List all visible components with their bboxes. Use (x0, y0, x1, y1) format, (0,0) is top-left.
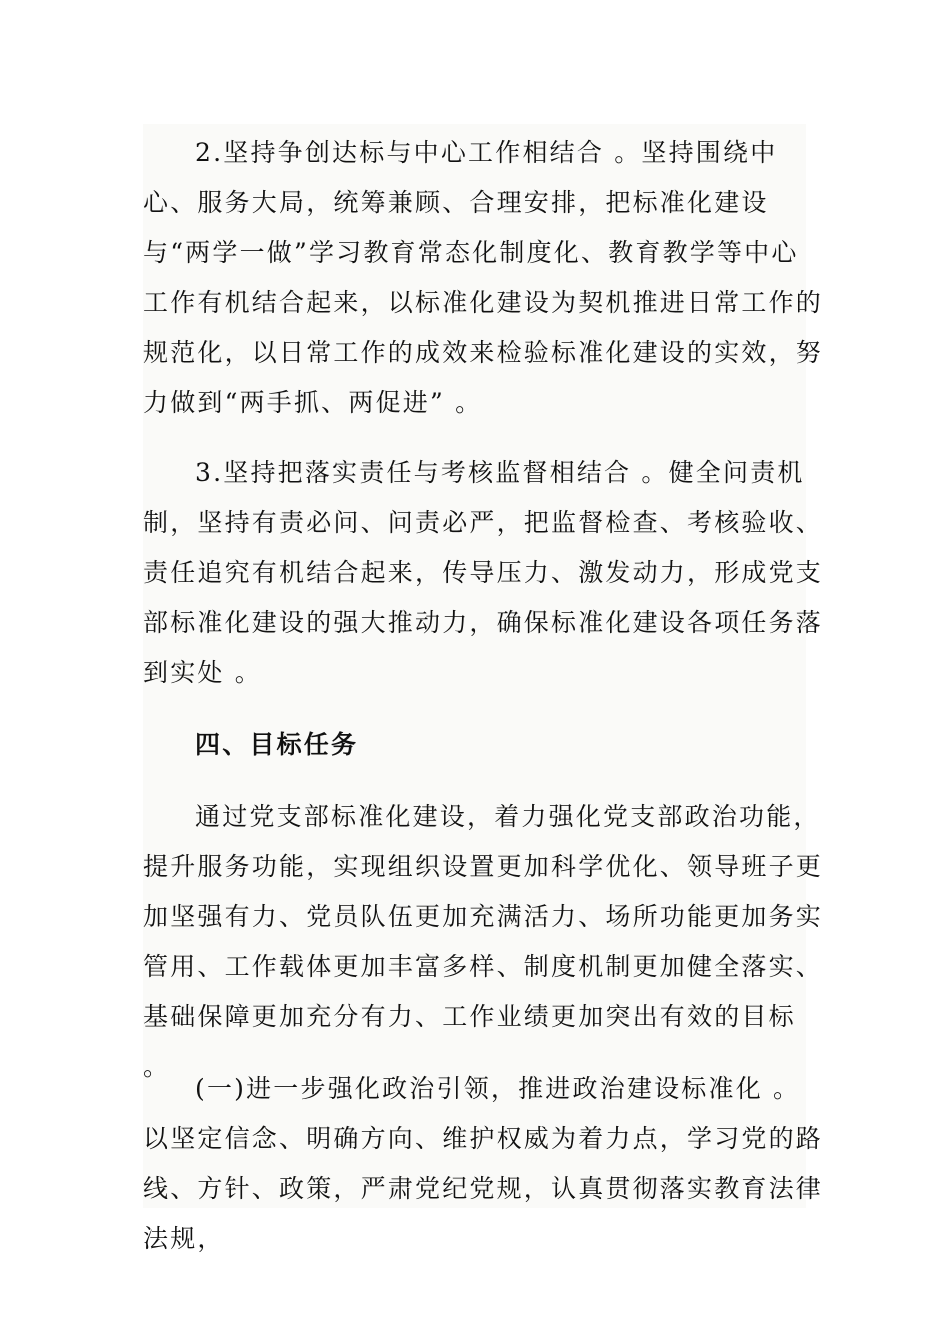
principle-paragraph-3: 3.坚持把落实责任与考核监督相结合 。健全问责机制，坚持有责必问、问责必严，把监督检查、考核验收、责任追究有机结合起来，传导压力、激发动力，形成党支部标准化建设的强大推动力，确保标准化建设各项任务落到实处 。 (143, 458, 824, 687)
subsection-paragraph-1: (一)进一步强化政治引领，推进政治建设标准化 。以坚定信念、明确方向、维护权威为着力点，学习党的路线、方针、政策，严肃党纪党规，认真贯彻落实教育法律法规， (143, 1074, 824, 1253)
document-body (143, 124, 824, 1253)
target-paragraph: 通过党支部标准化建设，着力强化党支部政治功能，提升服务功能，实现组织设置更加科学优化、领导班子更加坚强有力、党员队伍更加充满活力、场所功能更加务实管用、工作载体更加丰富多样、制度机制更加健全落实、基础保障更加充分有力、工作业绩更加突出有效的目标 。 (143, 802, 824, 1081)
section-heading: 四、目标任务 (195, 730, 359, 759)
principle-paragraph-2: 2.坚持争创达标与中心工作相结合 。坚持围绕中心、服务大局，统筹兼顾、合理安排，把标准化建设与“两学一做”学习教育常态化制度化、教育教学等中心工作有机结合起来，以标准化建设为契机推进日常工作的规范化，以日常工作的成效来检验标准化建设的实效，努力做到“两手抓、两促进” 。 (143, 138, 824, 417)
